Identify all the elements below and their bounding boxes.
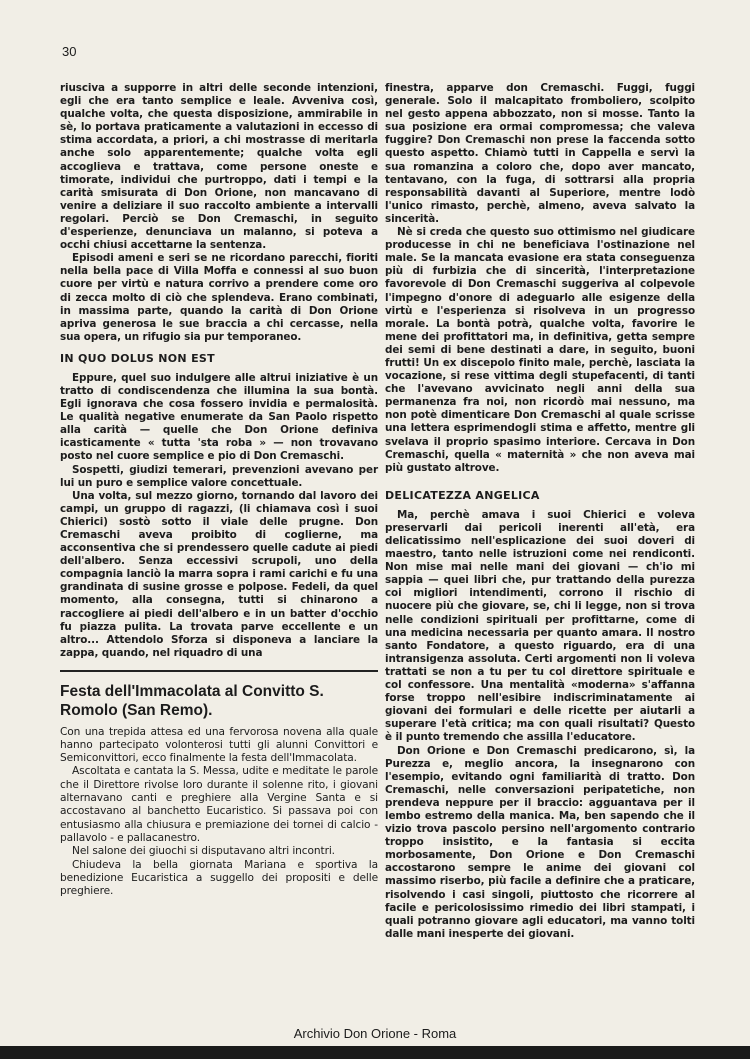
paragraph: Nel salone dei giuochi si disputavano altri incontri. [72, 845, 335, 858]
paragraph: Sospetti, giudizi temerari, prevenzioni avevano per lui un puro e semplice valore concettuale. [60, 463, 378, 489]
paragraph: Chiudeva la bella giornata Mariana e sportiva la benedizione Eucaristica a suggello dei propositi e delle preghiere. [60, 858, 378, 898]
footer-bar [0, 1046, 750, 1059]
paragraph: Una volta, sul mezzo giorno, tornando dal lavoro dei campi, un gruppo di ragazzi, (li chiamava così i suoi Chierici) sostò sotto il viale delle prugne. Don Cremaschi aveva proibito di coglierne, ma acconsentiva che si prendessero quelle cadute ai piedi dell'albero. Senza eccessivi scrupoli, uno della compagnia lanciò la marra sopra i rami carichi e fu una grandinata di susine grosse e polpose. Fedeli, da quel momento, alla consegna, tutti si chinarono a raccogliere ai piedi dell'albero e in un batter d'occhio fu piazza pulita. La trovata parve eccellente e un altro... Attendolo Sforza si disponeva a lanciare la zappa, quando, nel riquadro di una [60, 489, 378, 659]
article-title: Festa dell'Immacolata al Convitto S. Romolo (San Remo). [60, 682, 324, 719]
divider [60, 670, 378, 672]
right-column [385, 82, 695, 941]
paragraph: Ma, perchè amava i suoi Chierici e voleva preservarli dai pericoli inerenti all'età, era delicatissimo nell'esplicazione dei suoi doveri di maestro, tanto nelle istruzioni come nei rendiconti. Non mise mai nelle mani dei giovani — ch'io mi sappia — quei libri che, pur trattando della purezza coi migliori intendimenti, corrono il rischio di nuocere più che giovare, se, chi li legge, non si trova nelle condizioni spirituali per profittarne, come di una medicina necessaria per quanto amara. Il nostro santo Fondatore, a questo riguardo, era di una intransigenza assoluta. Certi argomenti non li voleva trattati se non a tu per tu col direttore spirituale e col confessore. Una mentalità «moderna» s'affanna forse troppo nell'esibire indiscriminatamente ai giovani dei formulari e delle ricette per aiutarli a superare l'età critica; ma con quali risultati? Questo è il punto tremendo che assilla l'educatore. [385, 508, 695, 744]
section-heading: DELICATEZZA ANGELICA [385, 488, 540, 502]
article-festa [60, 682, 378, 899]
paragraph: Con una trepida attesa ed una fervorosa novena alla quale hanno partecipato volonterosi tutti gli alunni Convittori e Semiconvittori, ecco finalmente la festa dell'Immacolata. [60, 725, 378, 765]
paragraph: Nè si creda che questo suo ottimismo nel giudicare producesse in chi ne beneficiava l'ostinazione nel male. Se la mancata evasione era stata conseguenza più di furbizia che di sincerità, l'interpretazione favorevole di Don Cremaschi suggeriva al colpevole l'impegno d'onore di adeguarlo alle esigenze della virtù e l'esperienza si risolveva in un progresso morale. La bontà potrà, qualche volta, favorire le mene dei profittatori ma, in definitiva, getta sempre dei semi di bene destinati a dare, in seguito, buoni frutti! Un ex discepolo finito male, perchè, lasciata la vocazione, si rese vittima degli stupefacenti, di tanti che l'avevano avvicinato negli anni della sua permanenza fra noi, non ricordò mai nessuno, ma non potè dimenticare Don Cremaschi al quale scrisse una lettera esprimendogli stima e affetto, mentre gli svelava il proprio spasimo interiore. Cercava in Don Cremaschi, quella « maternità » che non aveva mai più gustato altrove. [385, 226, 695, 474]
section-heading: IN QUO DOLUS NON EST [60, 351, 215, 365]
left-column [60, 82, 378, 898]
archive-footer: Archivio Don Orione - Roma [293, 1026, 457, 1041]
paragraph: finestra, apparve don Cremaschi. Fuggi, fuggi generale. Solo il malcapitato fromboliero, scolpito nel gesto appena abbozzato, non si mosse. Tanto la sua posizione era ormai compromessa; che valeva fuggire? Don Cremaschi non prese la faccenda sotto questo aspetto. Chiamò tutti in Cappella e servì la sua romanzina a coloro che, dopo aver mancato, tentavano, con la fuga, di sottrarsi alla propria responsabilità davanti al Superiore, mentre lodò l'unico rimasto, perchè, almeno, aveva salvato la sincerità. [385, 82, 695, 225]
paragraph: Ascoltata e cantata la S. Messa, udite e meditate le parole che il Direttore rivolse loro durante il solenne rito, i giovani alternavano canti e preghiere alla Vergine Santa e si accostavano al banchetto Eucaristico. Si passava poi con entusiasmo alla chiusura e premiazione dei tornei di calcio - pallavolo - e pallacanestro. [60, 765, 378, 844]
paragraph: Episodi ameni e seri se ne ricordano parecchi, fioriti nella bella pace di Villa Moffa e connessi al suo buon cuore per virtù e natura corrivo a prendere come oro di zecca molto di ciò che splendeva. Erano combinati, in massima parte, quando la carità di Don Orione apriva generosa le sue braccia a chi cercasse, nella sua opera, un rifugio sia pur temporaneo. [60, 252, 378, 343]
paragraph: Eppure, quel suo indulgere alle altrui iniziative è un tratto di condiscendenza che illumina la sua bontà. Egli ignorava che cosa fossero invidia e permalosità. Le qualità negative enumerate da San Paolo rispetto alla carità — quelle che Don Orione definiva icasticamente « tutta 'sta roba » — non trovavano posto nel cuore semplice e pio di Don Cremaschi. [60, 371, 378, 463]
paragraph: Don Orione e Don Cremaschi predicarono, sì, la Purezza e, meglio ancora, la insegnarono con l'esempio, evitando ogni familiarità di tratto. Don Cremaschi, nelle conversazioni peripatetiche, non prendeva neppure per il braccio: agguantava per il lembo estremo della manica. Ma, ben sapendo che il vizio trova pascolo persino nell'argomento contrario troppo insistito, e la fantasia si eccita morbosamente, Don Orione e Don Cremaschi accostarono sempre le anime dei giovani col massimo riserbo, più facile a definire che a praticare, risolvendo i casi singoli, piuttosto che ricorrere al facile e pericolosissimo rimedio dei libri stampati, i quali potranno giovare agli educatori, ma vanno tolti dalle mani inesperte dei giovani. [385, 744, 695, 940]
page-number: 30 [62, 44, 77, 59]
paragraph: riusciva a supporre in altri delle seconde intenzioni, egli che era tanto semplice e leale. Avveniva così, qualche volta, che questa disposizione, ammirabile in sè, lo portava praticamente a valutazioni in eccesso di stima accordata, a priori, a chi mostrasse di meritarla anche solo apparentemente; qualche volta egli accoglieva e trattava, come persone oneste e timorate, individui che purtroppo, dati i tempi e la carità smisurata di Don Orione, non mancavano di venire a deliziare il suo raccolto ambiente a intervalli regolari. Perciò se Don Cremaschi, in seguito d'esperienze, denunciava un malanno, si poteva a occhi chiusi accettarne la sentenza. [60, 82, 378, 252]
